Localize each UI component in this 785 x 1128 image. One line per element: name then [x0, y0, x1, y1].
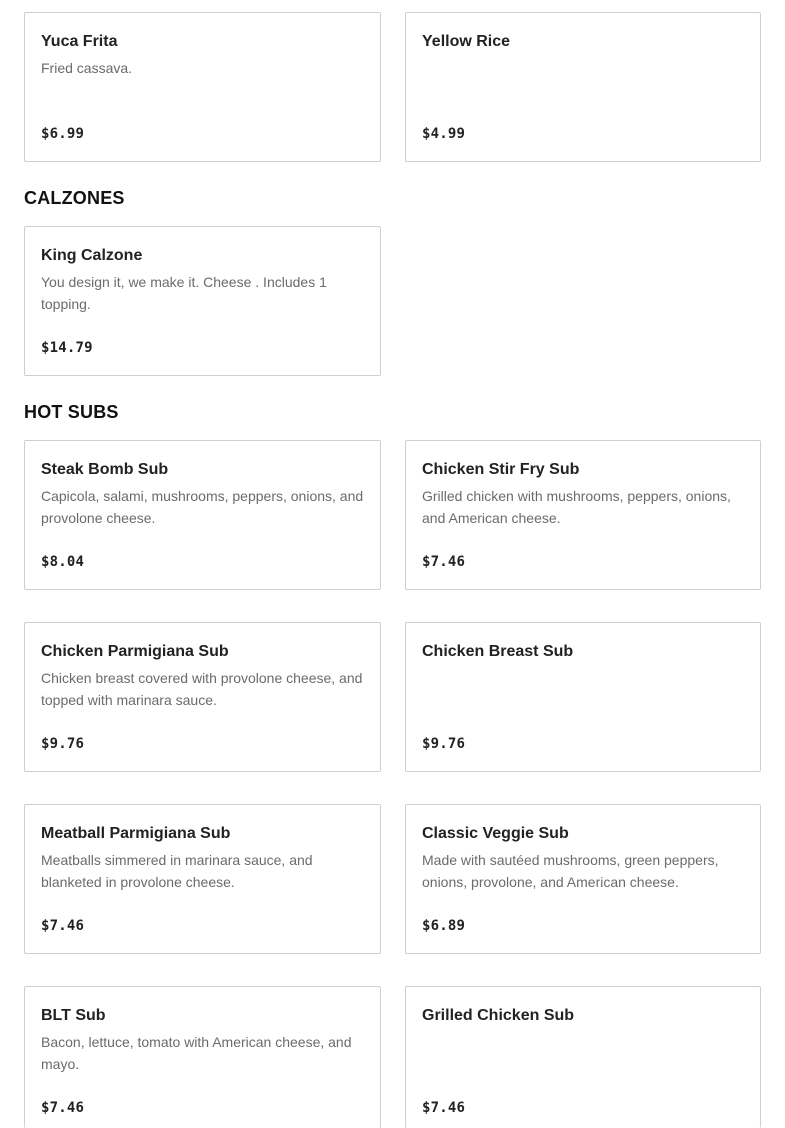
- menu-item-name: Meatball Parmigiana Sub: [41, 825, 231, 842]
- menu-item-card-chicken-parmigiana-sub[interactable]: [24, 622, 381, 772]
- menu-item-price: $6.99: [41, 126, 85, 142]
- menu-item-price: $7.46: [41, 1100, 85, 1116]
- menu-item-price: $14.79: [41, 340, 93, 356]
- menu-item-description: You design it, we make it. Cheese . Includes 1 topping.: [41, 274, 327, 312]
- menu-item-name: Chicken Breast Sub: [422, 643, 574, 660]
- menu-item-name: Yellow Rice: [422, 33, 511, 50]
- menu-item-price: $7.46: [422, 1100, 466, 1116]
- menu-item-description: Chicken breast covered with provolone cheese, and topped with marinara sauce.: [41, 670, 363, 708]
- menu-item-price: $9.76: [422, 736, 466, 752]
- menu-item-price: $7.46: [422, 554, 466, 570]
- menu-item-name: Grilled Chicken Sub: [422, 1007, 575, 1024]
- menu-item-card-classic-veggie-sub[interactable]: [405, 804, 761, 954]
- menu-item-description: Bacon, lettuce, tomato with American cheese, and mayo.: [41, 1034, 352, 1072]
- menu-item-price: $7.46: [41, 918, 85, 934]
- menu-item-card-chicken-breast-sub[interactable]: [405, 622, 761, 772]
- menu-item-card-grilled-chicken-sub[interactable]: [405, 986, 761, 1128]
- menu-item-card-king-calzone[interactable]: [24, 226, 381, 376]
- menu-item-name: Chicken Stir Fry Sub: [422, 461, 580, 478]
- menu-item-price: $6.89: [422, 918, 466, 934]
- section-title-calzones: CALZONES: [24, 188, 125, 208]
- menu-item-description: Meatballs simmered in marinara sauce, and blanketed in provolone cheese.: [41, 852, 313, 890]
- menu-item-name: King Calzone: [41, 247, 143, 264]
- menu-item-price: $9.76: [41, 736, 85, 752]
- menu-item-name: Classic Veggie Sub: [422, 825, 569, 842]
- menu-item-name: BLT Sub: [41, 1007, 106, 1024]
- menu-item-card-meatball-parmigiana-sub[interactable]: [24, 804, 381, 954]
- menu-item-name: Steak Bomb Sub: [41, 461, 169, 478]
- menu-item-card-steak-bomb-sub[interactable]: [24, 440, 381, 590]
- menu-item-description: Grilled chicken with mushrooms, peppers, onions, and American cheese.: [422, 488, 731, 526]
- menu-item-price: $8.04: [41, 554, 85, 570]
- menu-item-card-yuca-frita[interactable]: [24, 12, 381, 162]
- menu-item-name: Chicken Parmigiana Sub: [41, 643, 229, 660]
- menu-item-description: Fried cassava.: [41, 60, 133, 76]
- section-title-hot-subs: HOT SUBS: [24, 402, 119, 422]
- menu-item-name: Yuca Frita: [41, 33, 118, 50]
- menu-item-card-yellow-rice[interactable]: [405, 12, 761, 162]
- menu-item-description: Made with sautéed mushrooms, green peppers, onions, provolone, and American cheese.: [422, 852, 719, 890]
- menu-item-price: $4.99: [422, 126, 466, 142]
- menu-item-description: Capicola, salami, mushrooms, peppers, onions, and provolone cheese.: [41, 488, 364, 526]
- menu-item-card-chicken-stir-fry-sub[interactable]: [405, 440, 761, 590]
- menu-item-card-blt-sub[interactable]: [24, 986, 381, 1128]
